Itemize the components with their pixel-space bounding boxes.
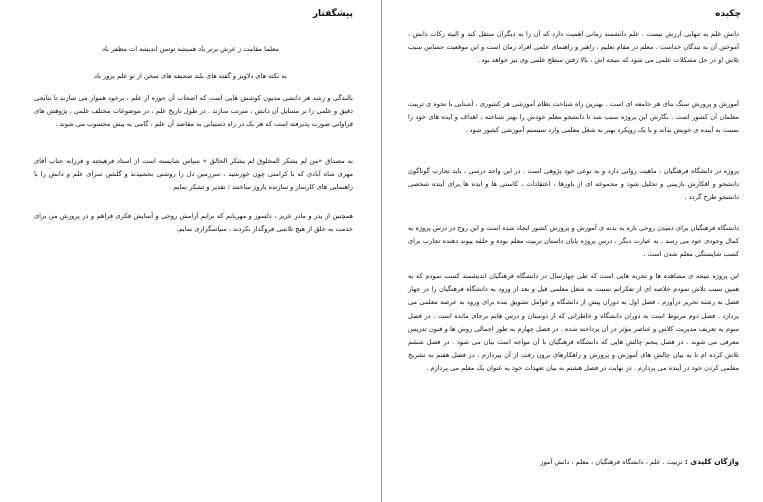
preface-paragraph-3: همچنین از پدر و مادر عزیز ، دلسوز و مهربانم که برایم آرامش روحی و آسایش فکری فراهم و در پرورش من برای خدمت به خلق از هیچ تلاشی فروگذار نکردند ، سپاسگزاری نمایم. — [34, 212, 353, 234]
page-divider — [381, 0, 382, 502]
keywords-line — [408, 456, 739, 468]
abstract-paragraph-3: پروژه در دانشگاه فرهنگیان ، ماهیت روایی دارد و به نوعی خود پژوهی است . در این واحد درسی ، باید تجارب گوناگون دانشجو و افکارش بازبینی و تحلیل شود و مجموعه ای از باورها ، اعتقادات ، کاستی ها و ایده ها برای آینده شخصی دانشجو طرح گردد . — [408, 167, 739, 202]
verse-line-1: معلما مقامت ز عرش برتر باد همیشه توسن اندیشه ات مظفر باد — [102, 45, 279, 53]
abstract-heading: چکیده — [715, 9, 741, 19]
abstract-paragraph-2: آموزش و پرورش سنگ بنای هر جامعه ای است . بهترین راه شناخت نظام آموزشی هر کشوری ، آشنایی با نحوه ی تربیت معلمان آن کشور است . نگارش این پروژه سبب شد تا دانشجو معلم خودش را بهتر شناخته ، اهداف و ایده های خود را نسبت به آینده ی خویش بداند و با یک رویکرد بهتر به شغل معلمی وارد سیستم آموزشی کشور شود . — [408, 100, 739, 135]
preface-paragraph-1: بالندگی و رشد هر دانشی مدیون کوشش هایی است که اصحاب آن حوزه از علم ، برخود هموار می سازند تا نتایجی دقیق و علمی را بر مسایل آن دانش ، مترتب سازند . در طول تاریخ علم ، در موضوعات مختلف علمی ، پژوهش های فراوانی صورت پذیرفته است که هر یک در راه دستیابی به مقاصد آن علم ، گامی به پیش محسوب می شوند . — [34, 94, 353, 129]
abstract-paragraph-4: دانشگاه فرهنگیان برای دمیدن روحی تازه به بدنه ی آموزش و پرورش کشور ایجاد شده است و این روح در درس پروژه به کمال وجودی خود می رسد . به عبارت دیگر ، درس پروژه پایان داستان تربیت معلم بوده و حلقه پیوند دهنده تجارب برای کسب شایستگی معلم شدن است . — [408, 224, 739, 259]
abstract-paragraph-1: دانش علم به تنهایی ارزش نیست . علم دانشمند زمانی اهمیت دارد که آن را به دیگران منتقل کند و البته زکات دانش ، آموختن آن به بندگان خداست . معلم در مقام تعلیم ، راهبر و راهنمای علمی افراد زمان است و این موقعیت حساس سبب تلاش او در حل مشکلات علمی می شود که نتیجه اش ، بالا رفتن سطح علمی وی نیز خواهد بود . — [408, 30, 739, 65]
preface-paragraph-2: به مصداق «من لم یشکر المخلوق لم یشکر الخالق » سپاس شایسته است از استاد فرهیخته و فرزانه جناب آقای مهری شاه آبادی که با کرامتی چون خورشید ، سرزمین دل را روشنی بخشیدند و گلشن سرای علم و دانش را با راهنمایی های کارساز و سازنده بارور ساختند ؛ تقدیر و تشکر نمایم . — [34, 157, 353, 192]
verse-line-2: به نکته های دلاویز و گفته های بلند صحیفه های سخن از تو علم پرور باد — [94, 72, 287, 80]
preface-page — [0, 0, 381, 502]
abstract-paragraph-5: این پروژه نتیجه ی مشاهده ها و تجربه هایی است که طی چهارسال در دانشگاه فرهنگیان اندیشمند کسب نمودم که به همین سبب تلاش نمودم خلاصه ای از تفکراتم نسبت به شغل معلمی قبل و بعد از ورود به دانشگاه فرهنگیان را در چهار فصل به رشته تحریر درآورم . فصل اول به دوران پیش از دانشگاه و عوامل تشویق بنده برای ورود به عرصه معلمی می پردازد . فصل دوم مربوط است به دوران دانشگاه و خاطراتی که از دوستان و درس هایم برجای مانده است . در فصل سوم به تعریف مدیریت کلاس و عناصر مؤثر در آن پرداخته شده . در فصل چهارم به طور اجمالی روش ها و فنون تدریس معرفی می شوند . در فصل پنجم چالش هایی که دانشگاه فرهنگیان با آن مواجه است بیان می شود . در فصل ششم تلاش کرده ام تا به بیان چالش های آموزش و پرورش و راهکارهای برون رفت از آن بپردازم . در فصل هفتم به تشریح معلمی کردن خود در آینده می پردازم . در نهایت در فصل هشتم به بیان تعهدات خود به عنوان یک معلم می پردازم . — [408, 272, 739, 373]
keywords-text: تربیت ، علم ، دانشگاه فرهنگیان ، معلم ، دانش آموز — [540, 458, 683, 466]
abstract-page — [382, 0, 763, 502]
preface-heading: پیشگفتار — [312, 9, 353, 19]
keywords-label: واژگان کلیدی : — [684, 457, 739, 466]
